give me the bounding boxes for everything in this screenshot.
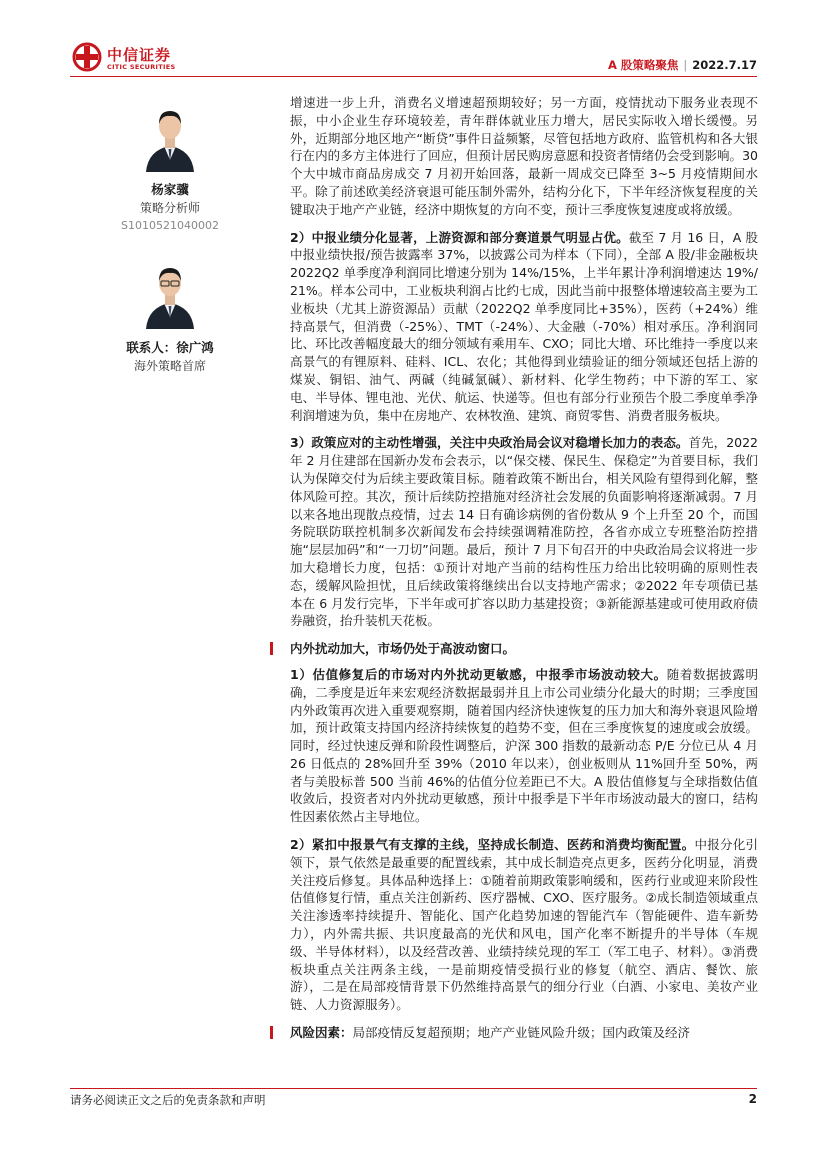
analyst-name: 杨家骥	[151, 182, 189, 197]
report-date: 2022.7.17	[692, 58, 757, 72]
paragraph-policy-lead: 3）政策应对的主动性增强，关注中央政治局会议对稳增长加力的表态。	[290, 435, 689, 451]
risk-factors-text: 局部疫情反复超预期；地产产业链风险升级；国内政策及经济	[352, 1025, 691, 1041]
header-divider	[70, 76, 757, 77]
paragraph-allocation-lead: 2）紧扣中报景气有支撑的主线，坚持成长制造、医药和消费均衡配置。	[290, 837, 695, 853]
section-heading-volatility-text: 内外扰动加大，市场仍处于高波动窗口。	[290, 641, 516, 657]
contact-photo	[140, 257, 200, 329]
paragraph-valuation-lead: 1）估值修复后的市场对内外扰动更敏感，中报季市场波动较大。	[290, 666, 667, 682]
bullet-marker	[270, 642, 273, 655]
bullet-marker	[270, 1026, 273, 1039]
header-separator: |	[683, 58, 688, 72]
paragraph-earnings-text: 截至 7 月 16 日，A 股中报业绩快报/预告披露率 37%，以披露公司为样本（下同），全部 A 股/非金融板块 2022Q2 单季度净利润同比增速分别为 14%/15%，上半年累计净利润增速达 19%/21%。样本公司中，工业板块利润占比约七成，因此当前中报整体增速较高主要为工业板块（尤其上游资源品）贡献（2022Q2 单季度同比+35%），医药（+24%）维持高景气，但消费（-25%）、TMT（-24%）、大金融（-70%）相对承压。净利润同比、环比改善幅度最大的细分领域有乘用车、CXO；同比大增、环比维持一季度以来高景气的有锂原料、硅料、ICL、农化；其他得到业绩验证的细分领域还包括上游的煤炭、铜铝、油气、两碱（纯碱氯碱）、新材料、化学生物药；中下游的军工、家电、半导体、锂电池、光伏、航运、快递等。但也有部分行业预告个股二季度单季净利润增速为负，集中在房地产、农林牧渔、建筑、商贸零售、消费者服务板块。	[290, 229, 759, 423]
risk-factors-label: 风险因素：	[290, 1025, 353, 1041]
section-heading-volatility	[290, 640, 758, 658]
contact-name: 联系人：徐广鸿	[126, 340, 214, 355]
footer-disclaimer: 请务必阅读正文之后的免责条款和声明	[70, 1093, 266, 1107]
paragraph-policy-text: 首先，2022 年 2 月住建部在国新办发布会表示，以“保交楼、保民生、保稳定”为首要目标，我们认为保障交付为后续主要政策目标。随着政策不断出台，相关风险有望得到化解，整体风险可控。其次，预计后续防控措施对经济社会发展的负面影响将逐渐减弱。7 月以来各地出现散点疫情，过去 14 日有确诊病例的省份数从 9 个上升至 20 个，而国务院联防联控机制多次新闻发布会持续强调精准防控，各省亦成立专班整治防控措施“层层加码”和“一刀切”问题。最后，预计 7 月下旬召开的中央政治局会议将进一步加大稳增长力度，包括：①预计对地产当前的结构性压力给出比较明确的原则性表态，缓解风险担忧，且后续政策将继续出台以支持地产需求；②2022 年专项债已基本在 6 月发行完毕，下半年或可扩容以助力基建投资；③新能源基建或可使用政府债券融资，抬升装机天花板。	[290, 435, 759, 629]
author-sidebar	[70, 100, 270, 375]
paragraph-allocation	[290, 836, 758, 1014]
citic-logo	[72, 42, 202, 76]
paragraph-policy	[290, 434, 758, 630]
citic-logo-icon	[72, 42, 102, 72]
report-header-info	[608, 57, 757, 73]
contact-card	[70, 257, 270, 375]
logo-english-name: CITIC SECURITIES	[107, 63, 176, 71]
analyst-title: 策略分析师	[139, 201, 200, 215]
analyst-certificate-number: S1010521040002	[121, 219, 219, 232]
footer-divider	[70, 1088, 757, 1089]
analyst-photo	[140, 100, 200, 172]
main-content	[290, 94, 758, 1050]
paragraph-earnings-lead: 2）中报业绩分化显著，上游资源和部分赛道景气明显占优。	[290, 229, 629, 245]
report-type: A 股策略聚焦	[607, 58, 679, 72]
paragraph-valuation-text: 随着数据披露明确，二季度是近年来宏观经济数据最弱并且上市公司业绩分化最大的时期；三季度国内外政策再次进入重要观察期，随着国内经济快速恢复的压力加大和海外衰退风险增加，预计政策支持国内经济持续恢复的趋势不变，但在三季度恢复的速度或会放缓。同时，经过快速反弹和阶段性调整后，沪深 300 指数的最新动态 P/E 分位已从 4 月 26 日低点的 28%回升至 39%（2010 年以来），创业板则从 11%回升至 50%，两者与美股标普 500 当前 46%的估值分位差距已不大。A 股估值修复与全球指数估值收敛后，投资者对内外扰动更敏感，预计中报季是下半年市场波动最大的窗口，结构性因素依然占主导地位。	[290, 666, 758, 825]
logo-chinese-name: 中信证券	[107, 46, 172, 64]
section-heading-risk	[290, 1024, 758, 1042]
paragraph-allocation-text: 中报分化引领下，景气依然是最重要的配置线索，其中成长制造亮点更多，医药分化明显，消费关注疫后修复。具体品种选择上：①随着前期政策影响缓和，医药行业或迎来阶段性估值修复行情，重点关注创新药、医疗器械、CXO、医疗服务。②成长制造领域重点关注渗透率持续提升、智能化、国产化趋势加速的智能汽车（智能硬件、造车新势力），内外需共振、共识度最高的光伏和风电，国产化率不断提升的半导体（车规级、半导体材料），以及经营改善、业绩持续兑现的军工（军工电子、材料）。③消费板块重点关注两条主线，一是前期疫情受损行业的修复（航空、酒店、餐饮、旅游），二是在局部疫情背景下仍然维持高景气的细分行业（白酒、小家电、美妆产业链、人力资源服务）。	[290, 837, 758, 1013]
analyst-card	[70, 100, 270, 235]
paragraph-earnings	[290, 229, 758, 425]
paragraph-valuation	[290, 666, 758, 826]
paragraph-economy: 增速进一步上升，消费名义增速超预期较好；另一方面，疫情扰动下服务业表现不振，中小企业生存环境较差，青年群体就业压力增大，居民实际收入增长缓慢。另外，近期部分地区地产“断贷”事件日益频繁，尽管包括地方政府、监管机构和各大银行在内的多方主体进行了回应，但预计居民购房意愿和投资者情绪仍会受到影响。30 个大中城市商品房成交 7 月初开始回落，最新一周成交已降至 3~5 月疫情期间水平。除了前述欧美经济衰退可能压制外需外，结构分化下，下半年经济恢复程度的关键取决于地产产业链，经济中期恢复的方向不变，预计三季度恢复速度或将放缓。	[290, 95, 758, 217]
page-number: 2	[748, 1092, 757, 1106]
contact-title: 海外策略首席	[133, 359, 206, 373]
